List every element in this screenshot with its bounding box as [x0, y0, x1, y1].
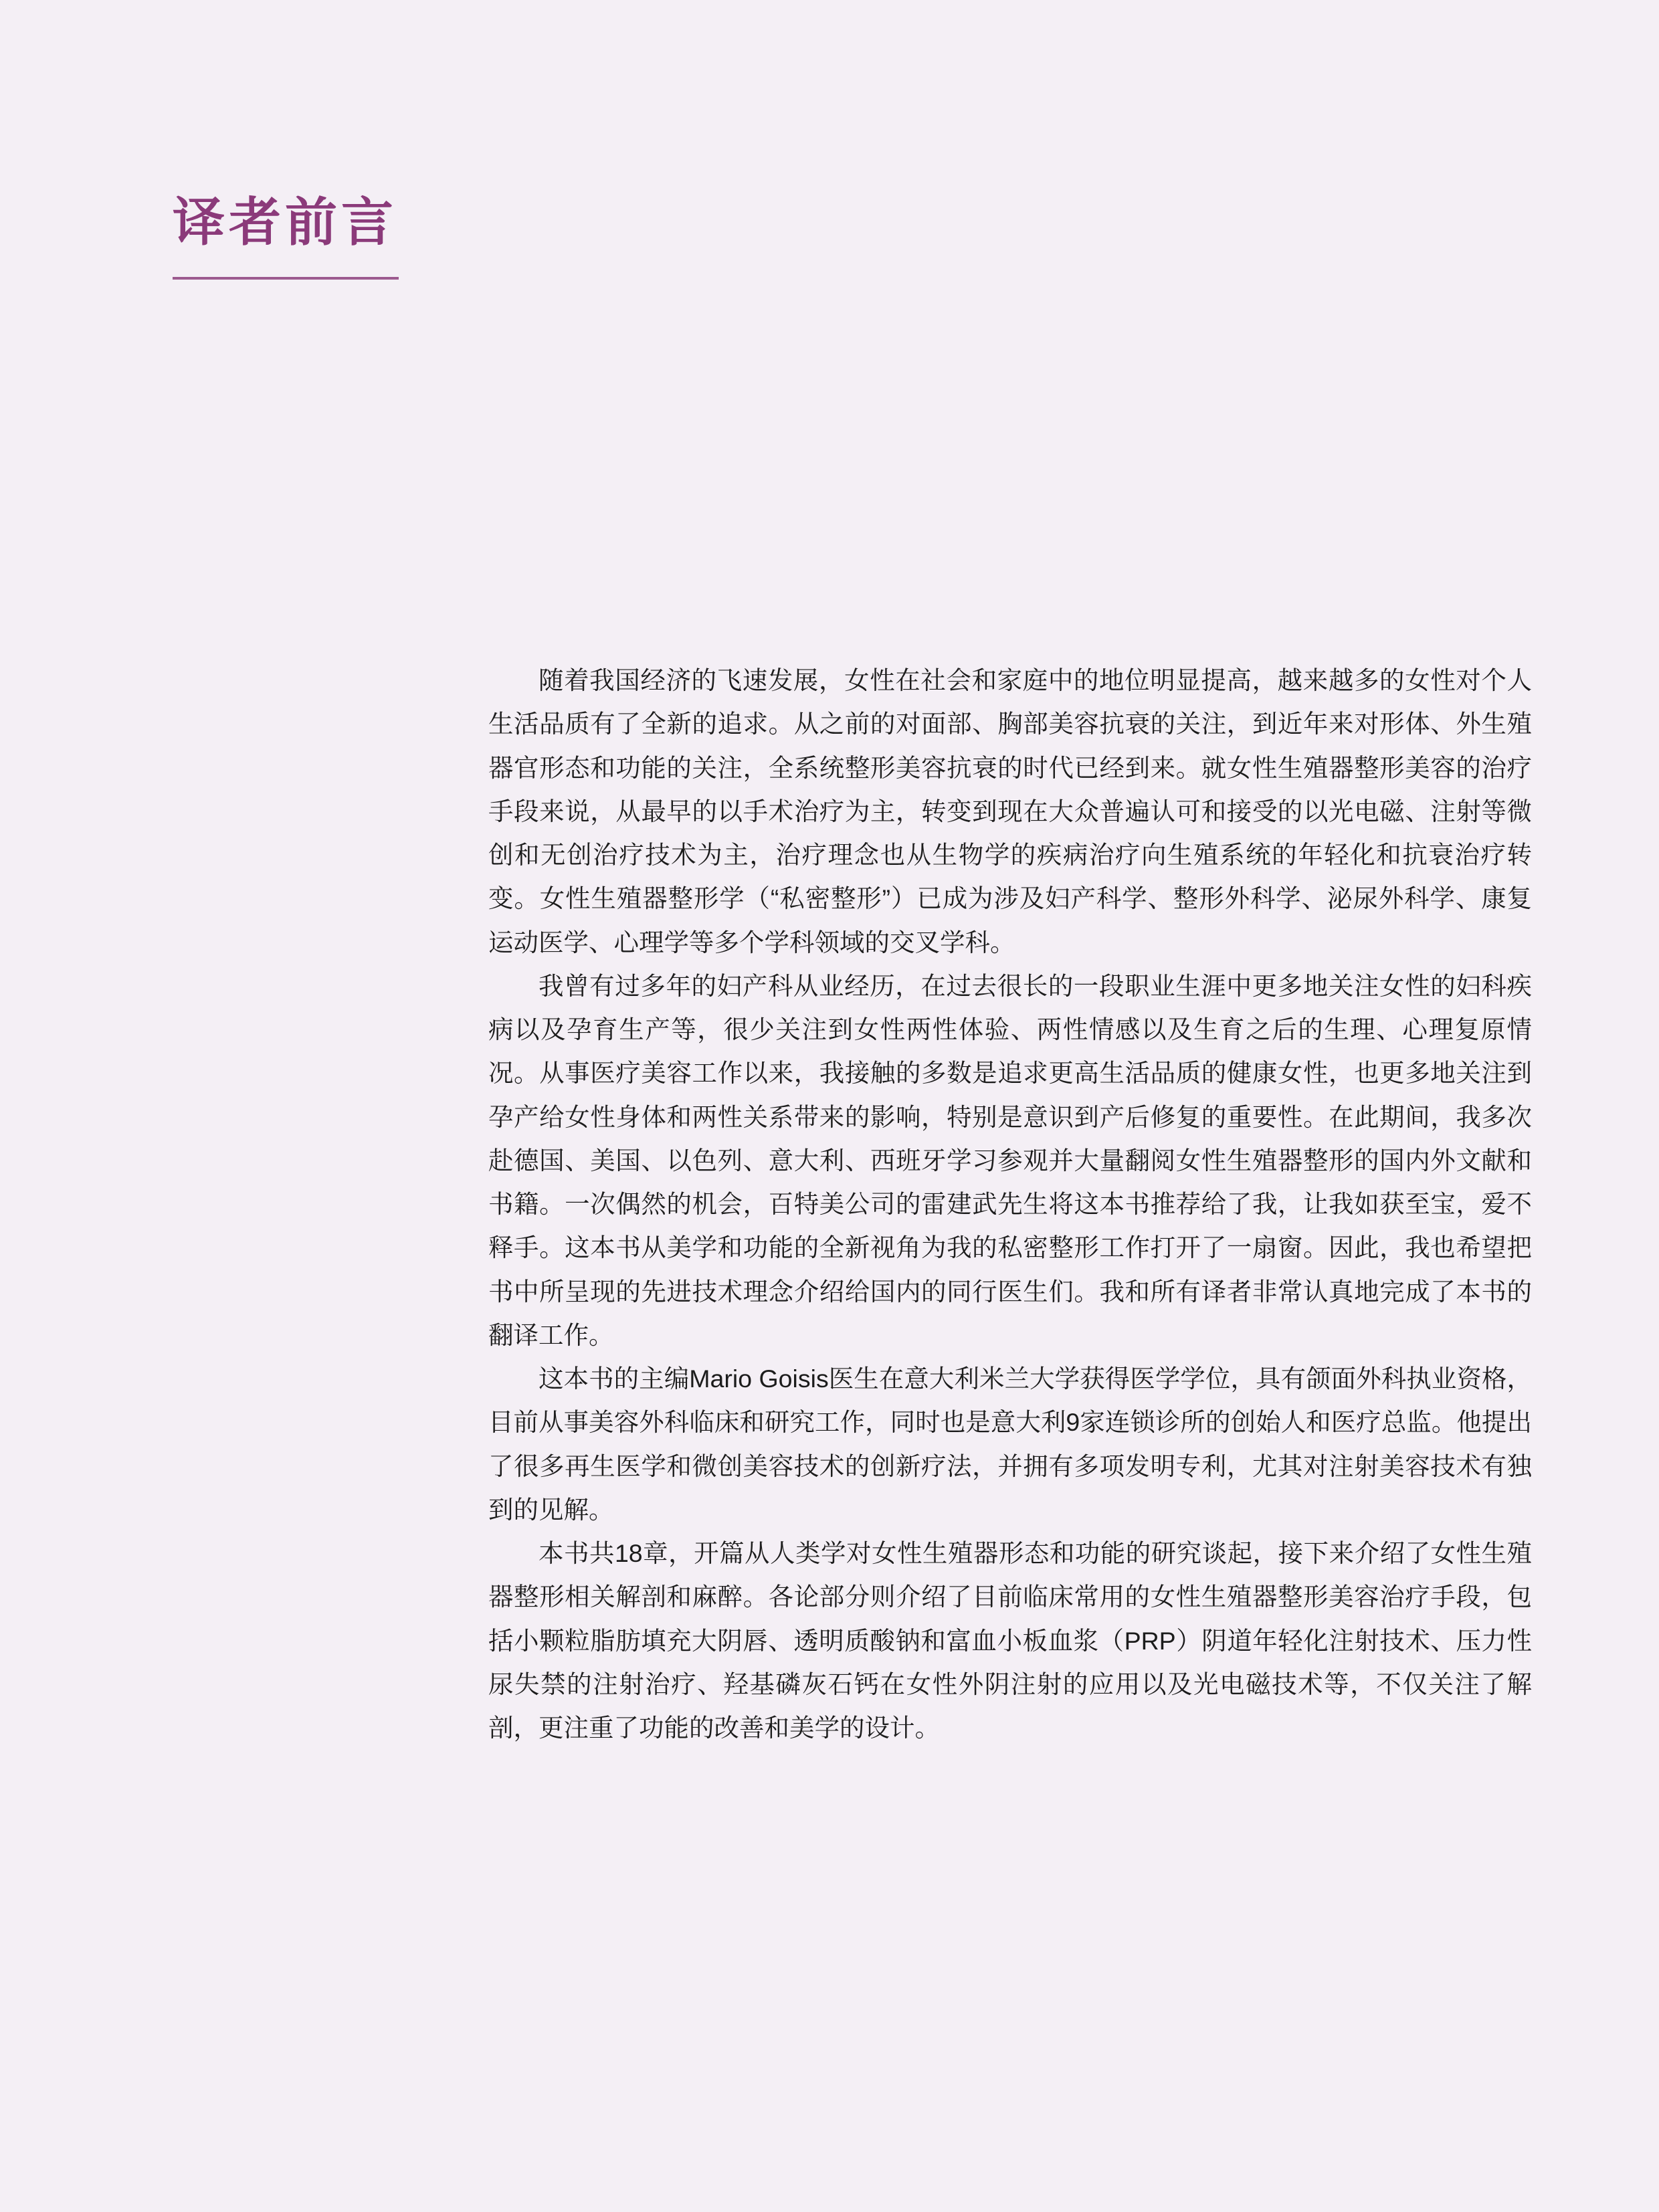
page-title: 译者前言 — [173, 193, 398, 252]
paragraph: 我曾有过多年的妇产科从业经历，在过去很长的一段职业生涯中更多地关注女性的妇科疾病以及孕育生产等，很少关注到女性两性体验、两性情感以及生育之后的生理、心理复原情况。从事医疗美容工作以来，我接触的多数是追求更高生活品质的健康女性，也更多地关注到孕产给女性身体和两性关系带来的影响，特别是意识到产后修复的重要性。在此期间，我多次赴德国、美国、以色列、意大利、西班牙学习参观并大量翻阅女性生殖器整形的国内外文献和书籍。一次偶然的机会，百特美公司的雷建武先生将这本书推荐给了我，让我如获至宝，爱不释手。这本书从美学和功能的全新视角为我的私密整形工作打开了一扇窗。因此，我也希望把书中所呈现的先进技术理念介绍给国内的同行医生们。我和所有译者非常认真地完成了本书的翻译工作。 — [488, 971, 1532, 1349]
paragraph: 随着我国经济的飞速发展，女性在社会和家庭中的地位明显提高，越来越多的女性对个人生活品质有了全新的追求。从之前的对面部、胸部美容抗衰的关注，到近年来对形体、外生殖器官形态和功能的关注，全系统整形美容抗衰的时代已经到来。就女性生殖器整形美容的治疗手段来说，从最早的以手术治疗为主，转变到现在大众普遍认可和接受的以光电磁、注射等微创和无创治疗技术为主，治疗理念也从生物学的疾病治疗向生殖系统的年轻化和抗衰治疗转变。女性生殖器整形学（“私密整形”）已成为涉及妇产科学、整形外科学、泌尿外科学、康复运动医学、心理学等多个学科领域的交叉学科。 — [488, 666, 1532, 957]
body-text-block — [488, 659, 1532, 1750]
title-underline-rule — [173, 277, 399, 280]
page-title-block — [173, 194, 775, 280]
paragraph: 本书共18章，开篇从人类学对女性生殖器形态和功能的研究谈起，接下来介绍了女性生殖器整形相关解剖和麻醉。各论部分则介绍了目前临床常用的女性生殖器整形美容治疗手段，包括小颗粒脂肪填充大阴唇、透明质酸钠和富血小板血浆（PRP）阴道年轻化注射技术、压力性尿失禁的注射治疗、羟基磷灰石钙在女性外阴注射的应用以及光电磁技术等，不仅关注了解剖，更注重了功能的改善和美学的设计。 — [488, 1539, 1532, 1742]
paragraph: 这本书的主编Mario Goisis医生在意大利米兰大学获得医学学位，具有颌面外科执业资格，目前从事美容外科临床和研究工作，同时也是意大利9家连锁诊所的创始人和医疗总监。他提出了很多再生医学和微创美容技术的创新疗法，并拥有多项发明专利，尤其对注射美容技术有独到的见解。 — [488, 1365, 1532, 1524]
